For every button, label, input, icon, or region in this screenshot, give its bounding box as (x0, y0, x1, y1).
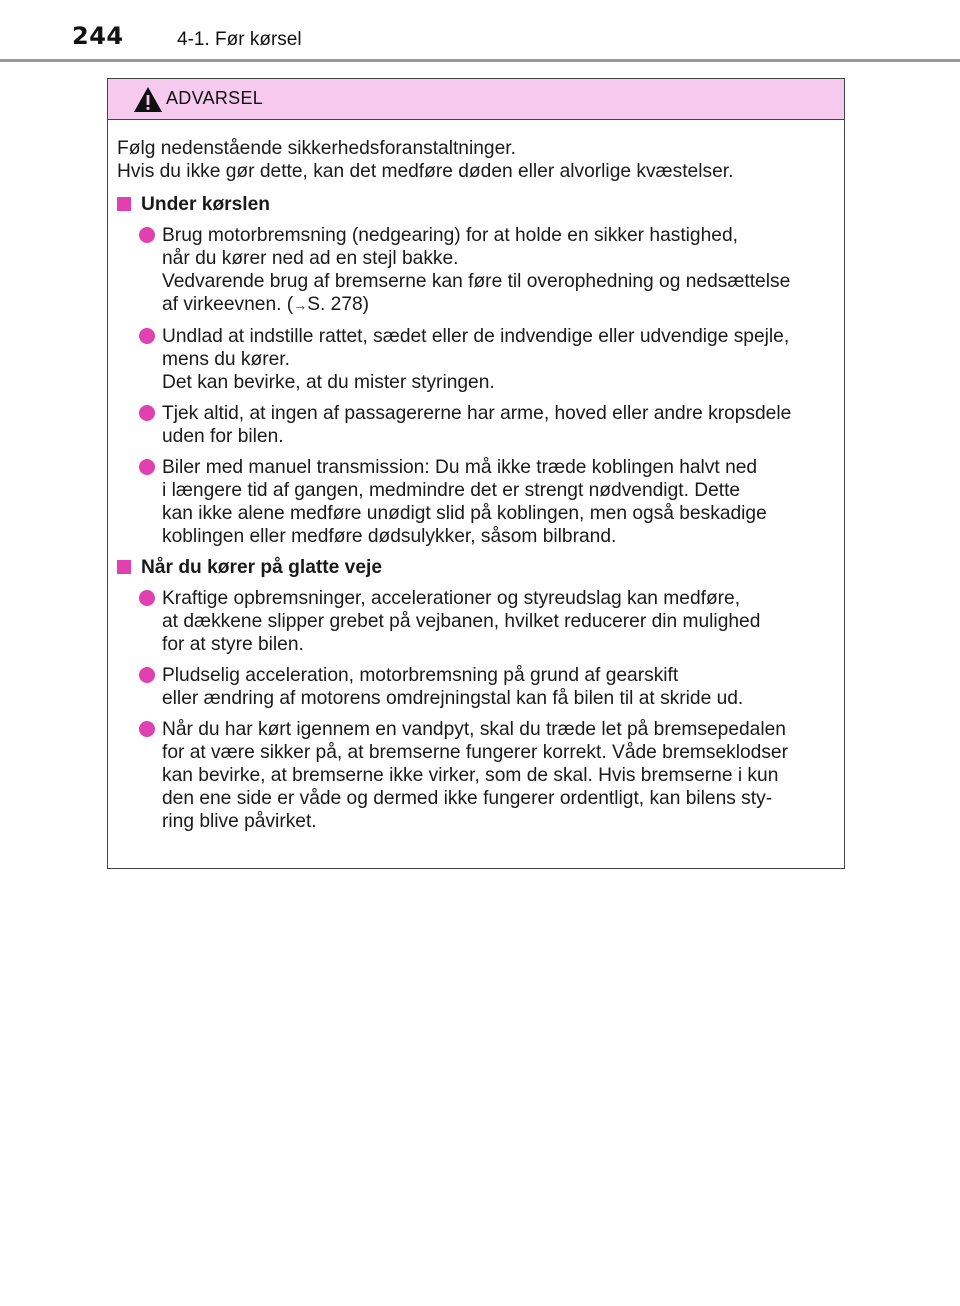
item-line: den ene side er våde og dermed ikke fungerer ordentligt, kan bilens sty- (162, 788, 773, 809)
square-bullet-icon (117, 197, 131, 211)
subheading-under-korslen (117, 193, 837, 216)
circle-bullet-icon (139, 459, 155, 475)
item-line: ring blive påvirket. (162, 811, 317, 832)
circle-bullet-icon (139, 227, 155, 243)
item-line: Pludselig acceleration, motorbremsning på grund af gearskift (162, 665, 679, 686)
warning-triangle-icon (133, 86, 163, 113)
item-line: koblingen eller medføre dødsulykker, såsom bilbrand. (162, 526, 617, 547)
circle-bullet-icon (139, 328, 155, 344)
item-line: Vedvarende brug af bremserne kan føre til overophedning og nedsættelse (162, 271, 791, 292)
item-line: at dækkene slipper grebet på vejbanen, hvilket reducerer din mulighed (162, 611, 761, 632)
subheading-glatte-veje (117, 556, 837, 579)
item-line: mens du kører. (162, 349, 290, 370)
item-line: Brug motorbremsning (nedgearing) for at holde en sikker hastighed, (162, 225, 738, 246)
subheading-text: Under kørslen (141, 194, 271, 215)
item-line: for at styre bilen. (162, 634, 304, 655)
subheading-text: Når du kører på glatte veje (141, 557, 382, 578)
warning-label: ADVARSEL (166, 88, 264, 108)
list-item (117, 456, 837, 548)
item-line: kan bevirke, at bremserne ikke virker, som de skal. Hvis bremserne i kun (162, 765, 779, 786)
square-bullet-icon (117, 560, 131, 574)
item-line: når du kører ned ad en stejl bakke. (162, 248, 459, 269)
item-line: Biler med manuel transmission: Du må ikke træde koblingen halvt ned (162, 457, 758, 478)
item-line: Tjek altid, at ingen af passagererne har arme, hoved eller andre kropsdele (162, 403, 792, 424)
page-header (0, 0, 960, 62)
item-line: Det kan bevirke, at du mister styringen. (162, 372, 495, 393)
item-line: i længere tid af gangen, medmindre det er strengt nødvendigt. Dette (162, 480, 741, 501)
circle-bullet-icon (139, 405, 155, 421)
item-line: Undlad at indstille rattet, sædet eller de indvendige eller udvendige spejle, (162, 326, 790, 347)
list-item (117, 325, 837, 394)
circle-bullet-icon (139, 721, 155, 737)
arrow-icon: → (293, 297, 308, 313)
item-line: uden for bilen. (162, 426, 284, 447)
item-line: for at være sikker på, at bremserne fungerer korrekt. Våde bremseklodser (162, 742, 788, 763)
warning-box (107, 78, 845, 869)
circle-bullet-icon (139, 667, 155, 683)
list-item (117, 587, 837, 656)
circle-bullet-icon (139, 590, 155, 606)
list-item (117, 664, 837, 710)
warning-header (108, 79, 844, 120)
warning-intro (117, 137, 837, 183)
intro-line: Hvis du ikke gør dette, kan det medføre døden eller alvorlige kvæstelser. (117, 161, 734, 182)
item-line: Når du har kørt igennem en vandpyt, skal du træde let på bremsepedalen (162, 719, 786, 740)
list-item (117, 718, 837, 833)
page-reference-link[interactable]: S. 278) (307, 294, 370, 315)
section-title: 4-1. Før kørsel (177, 29, 302, 50)
warning-body (108, 120, 844, 833)
item-line: Kraftige opbremsninger, accelerationer og styreudslag kan medføre, (162, 588, 741, 609)
item-line: af virkeevnen. ( (162, 294, 294, 315)
intro-line: Følg nedenstående sikkerhedsforanstaltninger. (117, 138, 516, 159)
page-number: 244 (72, 22, 124, 50)
item-line: eller ændring af motorens omdrejningstal kan få bilen til at skride ud. (162, 688, 744, 709)
list-item (117, 224, 837, 317)
item-line: kan ikke alene medføre unødigt slid på koblingen, men også beskadige (162, 503, 767, 524)
list-item (117, 402, 837, 448)
header-rule (0, 59, 960, 62)
